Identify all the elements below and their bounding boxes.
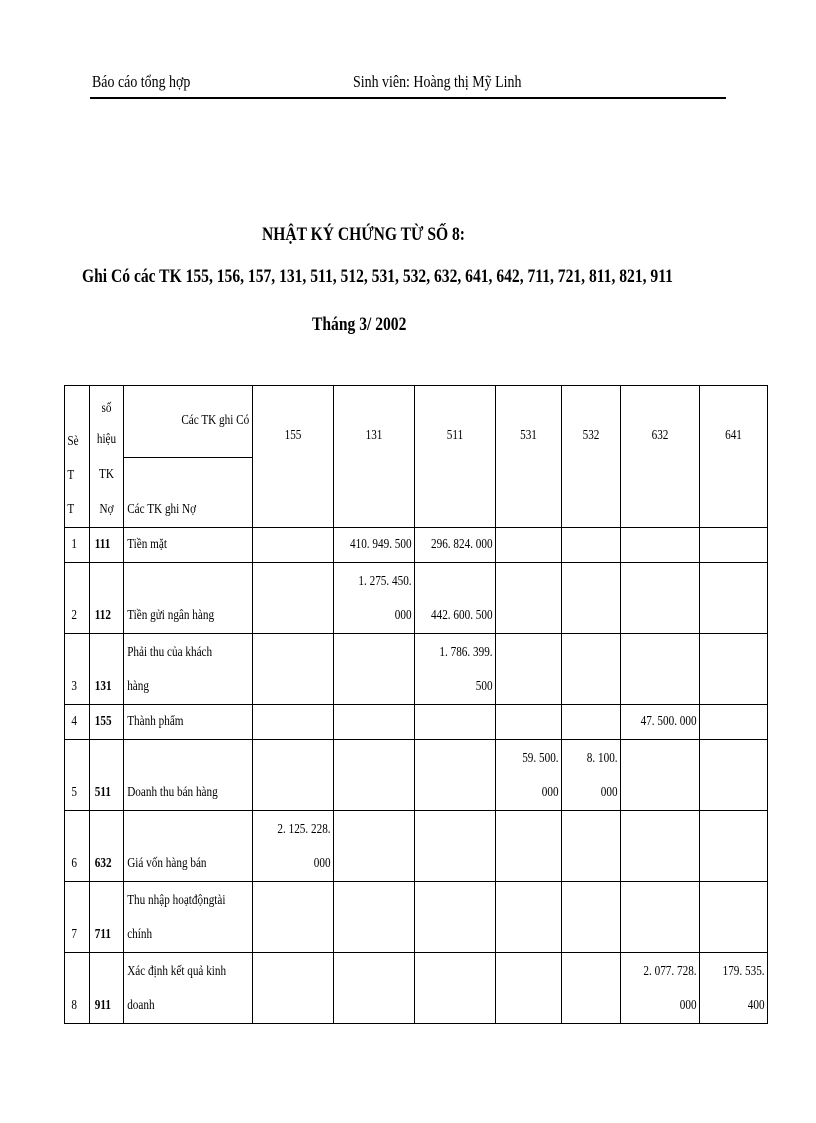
row-account-number-text: 155 bbox=[94, 714, 112, 729]
cell-col-155 bbox=[252, 740, 333, 811]
amount-line: 500 bbox=[475, 679, 493, 694]
stt-header-line: Sè bbox=[67, 434, 79, 449]
account-number-header-line: TK bbox=[99, 467, 114, 482]
cell-col-531 bbox=[495, 953, 561, 1024]
amount-line: 000 bbox=[600, 785, 618, 800]
amount-line: 1. 275. 450. bbox=[358, 574, 412, 589]
cell-col-155 bbox=[252, 563, 333, 634]
cell-col-511 bbox=[414, 953, 495, 1024]
account-number-header-line: hiệu bbox=[96, 432, 117, 447]
cell-col-511 bbox=[414, 882, 495, 953]
amount-line: 47. 500. 000 bbox=[640, 714, 697, 729]
column-header-532 bbox=[561, 386, 620, 528]
cell-col-532 bbox=[561, 528, 620, 563]
cell-col-632 bbox=[620, 705, 699, 740]
row-account-number bbox=[90, 705, 124, 740]
cell-col-641 bbox=[699, 634, 767, 705]
row-account-name-stack bbox=[124, 563, 252, 633]
table-row bbox=[65, 740, 768, 811]
cell-col-641 bbox=[699, 563, 767, 634]
row-account-number bbox=[90, 528, 124, 563]
row-account-number-text: 632 bbox=[94, 856, 112, 871]
cell-col-532 bbox=[561, 811, 620, 882]
cell-col-531 bbox=[495, 563, 561, 634]
cell-col-632 bbox=[620, 882, 699, 953]
row-account-name bbox=[124, 740, 253, 811]
cell-col-531 bbox=[495, 705, 561, 740]
amount-stack bbox=[253, 811, 333, 881]
cell-col-511 bbox=[414, 740, 495, 811]
cell-col-641 bbox=[699, 811, 767, 882]
cell-col-531 bbox=[495, 740, 561, 811]
row-account-name-stack bbox=[124, 953, 252, 1023]
cell-col-531 bbox=[495, 882, 561, 953]
row-index bbox=[65, 563, 90, 634]
cell-col-131 bbox=[333, 528, 414, 563]
amount-stack bbox=[700, 953, 767, 1023]
row-account-name-stack bbox=[124, 882, 252, 952]
journal-subtitle-text: Ghi Có các TK 155, 156, 157, 131, 511, 512, 531, 532, 632, 641, 642, 711, 721, 811, 821, 911 bbox=[82, 266, 673, 287]
amount-line: 000 bbox=[313, 856, 331, 871]
cell-col-155 bbox=[252, 811, 333, 882]
column-header-511 bbox=[414, 386, 495, 528]
row-index-text: 7 bbox=[71, 927, 77, 942]
row-account-number-text: 511 bbox=[94, 785, 111, 800]
row-account-number-text: 131 bbox=[94, 679, 112, 694]
cell-col-131 bbox=[333, 740, 414, 811]
cell-col-532 bbox=[561, 634, 620, 705]
table-row bbox=[65, 705, 768, 740]
header-divider bbox=[90, 97, 726, 99]
row-account-name-stack bbox=[124, 740, 252, 810]
row-account-number-text: 112 bbox=[94, 608, 111, 623]
row-account-name-stack bbox=[124, 705, 252, 739]
row-account-name-line: chính bbox=[127, 927, 153, 942]
cell-col-131 bbox=[333, 953, 414, 1024]
row-account-number bbox=[90, 740, 124, 811]
cell-col-131 bbox=[333, 634, 414, 705]
row-index bbox=[65, 811, 90, 882]
account-number-header-stack bbox=[90, 386, 123, 527]
debit-accounts-header bbox=[124, 457, 253, 528]
row-account-name-line: Xác định kết quả kinh bbox=[127, 964, 227, 979]
row-account-name-stack bbox=[124, 811, 252, 881]
cell-col-131 bbox=[333, 705, 414, 740]
amount-stack bbox=[334, 528, 414, 562]
row-account-name-line: Tiền mặt bbox=[127, 537, 167, 552]
cell-col-632 bbox=[620, 953, 699, 1024]
column-header-632 bbox=[620, 386, 699, 528]
journal-table bbox=[64, 385, 768, 1024]
cell-col-155 bbox=[252, 882, 333, 953]
credit-accounts-header bbox=[124, 386, 253, 458]
column-header-641 bbox=[699, 386, 767, 528]
cell-col-632 bbox=[620, 811, 699, 882]
amount-stack bbox=[415, 634, 495, 704]
cell-col-532 bbox=[561, 953, 620, 1024]
row-account-number bbox=[90, 811, 124, 882]
row-index-text: 6 bbox=[71, 856, 77, 871]
row-account-name-line: doanh bbox=[127, 998, 155, 1013]
cell-col-511 bbox=[414, 634, 495, 705]
table-row bbox=[65, 634, 768, 705]
stt-header-stack bbox=[65, 386, 89, 527]
row-account-name-line: Thu nhập hoạtđộngtài bbox=[127, 893, 226, 908]
amount-line: 442. 600. 500 bbox=[430, 608, 493, 623]
row-account-number-text: 911 bbox=[94, 998, 111, 1013]
cell-col-632 bbox=[620, 634, 699, 705]
table-row bbox=[65, 528, 768, 563]
column-header-text: 641 bbox=[724, 428, 742, 443]
column-header-text: 531 bbox=[519, 428, 537, 443]
amount-line: 000 bbox=[679, 998, 697, 1013]
row-index bbox=[65, 634, 90, 705]
cell-col-532 bbox=[561, 705, 620, 740]
cell-col-131 bbox=[333, 563, 414, 634]
journal-period-text: Tháng 3/ 2002 bbox=[312, 314, 407, 335]
column-header-155 bbox=[252, 386, 333, 528]
amount-line: 410. 949. 500 bbox=[349, 537, 412, 552]
cell-col-131 bbox=[333, 811, 414, 882]
account-number-header-line: Nợ bbox=[99, 502, 114, 517]
column-header-text: 155 bbox=[284, 428, 302, 443]
row-index bbox=[65, 740, 90, 811]
row-index-text: 1 bbox=[71, 537, 77, 552]
account-number-header-cell bbox=[90, 386, 124, 528]
header-student-name: Sinh viên: Hoàng thị Mỹ Linh bbox=[353, 72, 522, 91]
row-account-name bbox=[124, 563, 253, 634]
amount-line: 2. 077. 728. bbox=[643, 964, 697, 979]
table-row bbox=[65, 882, 768, 953]
cell-col-632 bbox=[620, 563, 699, 634]
row-index-text: 8 bbox=[71, 998, 77, 1013]
table-row bbox=[65, 811, 768, 882]
row-index bbox=[65, 953, 90, 1024]
amount-stack bbox=[415, 563, 495, 633]
header-left-title: Báo cáo tổng hợp bbox=[92, 72, 191, 91]
column-header-text: 511 bbox=[446, 428, 463, 443]
amount-line: 8. 100. bbox=[586, 751, 618, 766]
amount-line: 000 bbox=[541, 785, 559, 800]
row-account-name-stack bbox=[124, 528, 252, 562]
cell-col-532 bbox=[561, 563, 620, 634]
cell-col-511 bbox=[414, 811, 495, 882]
cell-col-511 bbox=[414, 563, 495, 634]
cell-col-632 bbox=[620, 740, 699, 811]
amount-stack bbox=[415, 528, 495, 562]
cell-col-155 bbox=[252, 953, 333, 1024]
cell-col-511 bbox=[414, 705, 495, 740]
cell-col-155 bbox=[252, 705, 333, 740]
table-row bbox=[65, 953, 768, 1024]
row-account-name bbox=[124, 953, 253, 1024]
journal-title-text: NHẬT KÝ CHỨNG TỪ SỐ 8: bbox=[262, 224, 466, 245]
cell-col-531 bbox=[495, 634, 561, 705]
row-account-name-line: Tiền gửi ngân hàng bbox=[127, 608, 215, 623]
row-account-name-line: Doanh thu bán hàng bbox=[127, 785, 218, 800]
cell-col-641 bbox=[699, 528, 767, 563]
cell-col-632 bbox=[620, 528, 699, 563]
stt-header-line: T bbox=[67, 502, 75, 517]
cell-col-131 bbox=[333, 882, 414, 953]
row-index-text: 3 bbox=[71, 679, 77, 694]
amount-line: 296. 824. 000 bbox=[430, 537, 493, 552]
row-account-number-text: 111 bbox=[94, 537, 111, 552]
amount-line: 000 bbox=[394, 608, 412, 623]
row-account-number bbox=[90, 953, 124, 1024]
table-row bbox=[65, 563, 768, 634]
cell-col-641 bbox=[699, 705, 767, 740]
row-account-name-line: Giá vốn hàng bán bbox=[127, 856, 207, 871]
cell-col-641 bbox=[699, 953, 767, 1024]
row-account-name-line: hàng bbox=[127, 679, 149, 694]
row-account-number bbox=[90, 634, 124, 705]
cell-col-532 bbox=[561, 882, 620, 953]
column-header-text: 131 bbox=[365, 428, 383, 443]
amount-stack bbox=[621, 953, 699, 1023]
amount-stack bbox=[562, 740, 620, 810]
row-index-text: 2 bbox=[71, 608, 77, 623]
row-account-name-stack bbox=[124, 634, 252, 704]
row-index bbox=[65, 705, 90, 740]
cell-col-532 bbox=[561, 740, 620, 811]
amount-stack bbox=[334, 563, 414, 633]
cell-col-531 bbox=[495, 811, 561, 882]
row-account-name-line: Phải thu của khách bbox=[127, 645, 213, 660]
stt-header-cell bbox=[65, 386, 90, 528]
amount-stack bbox=[496, 740, 561, 810]
row-index bbox=[65, 882, 90, 953]
cell-col-531 bbox=[495, 528, 561, 563]
cell-col-155 bbox=[252, 634, 333, 705]
stt-header-line: T bbox=[67, 468, 75, 483]
row-account-name bbox=[124, 528, 253, 563]
header-row-credit bbox=[65, 386, 768, 458]
row-account-name-line: Thành phẩm bbox=[127, 714, 184, 729]
amount-line: 179. 535. bbox=[722, 964, 765, 979]
amount-line: 1. 786. 399. bbox=[439, 645, 493, 660]
cell-col-155 bbox=[252, 528, 333, 563]
cell-col-641 bbox=[699, 882, 767, 953]
amount-stack bbox=[621, 705, 699, 739]
column-header-131 bbox=[333, 386, 414, 528]
row-index bbox=[65, 528, 90, 563]
row-account-name bbox=[124, 705, 253, 740]
row-index-text: 4 bbox=[71, 714, 77, 729]
credit-accounts-header-text: Các TK ghi Có bbox=[181, 413, 250, 429]
cell-col-641 bbox=[699, 740, 767, 811]
row-account-name bbox=[124, 634, 253, 705]
amount-line: 400 bbox=[747, 998, 765, 1013]
debit-accounts-header-text: Các TK ghi Nợ bbox=[127, 502, 197, 517]
row-account-name bbox=[124, 811, 253, 882]
cell-col-511 bbox=[414, 528, 495, 563]
column-header-531 bbox=[495, 386, 561, 528]
column-header-text: 532 bbox=[582, 428, 600, 443]
column-header-text: 632 bbox=[651, 428, 669, 443]
amount-line: 2. 125. 228. bbox=[277, 822, 331, 837]
account-number-header-line: số bbox=[101, 401, 112, 416]
amount-line: 59. 500. bbox=[521, 751, 559, 766]
row-index-text: 5 bbox=[71, 785, 77, 800]
row-account-number bbox=[90, 563, 124, 634]
row-account-number-text: 711 bbox=[94, 927, 111, 942]
row-account-number bbox=[90, 882, 124, 953]
row-account-name bbox=[124, 882, 253, 953]
